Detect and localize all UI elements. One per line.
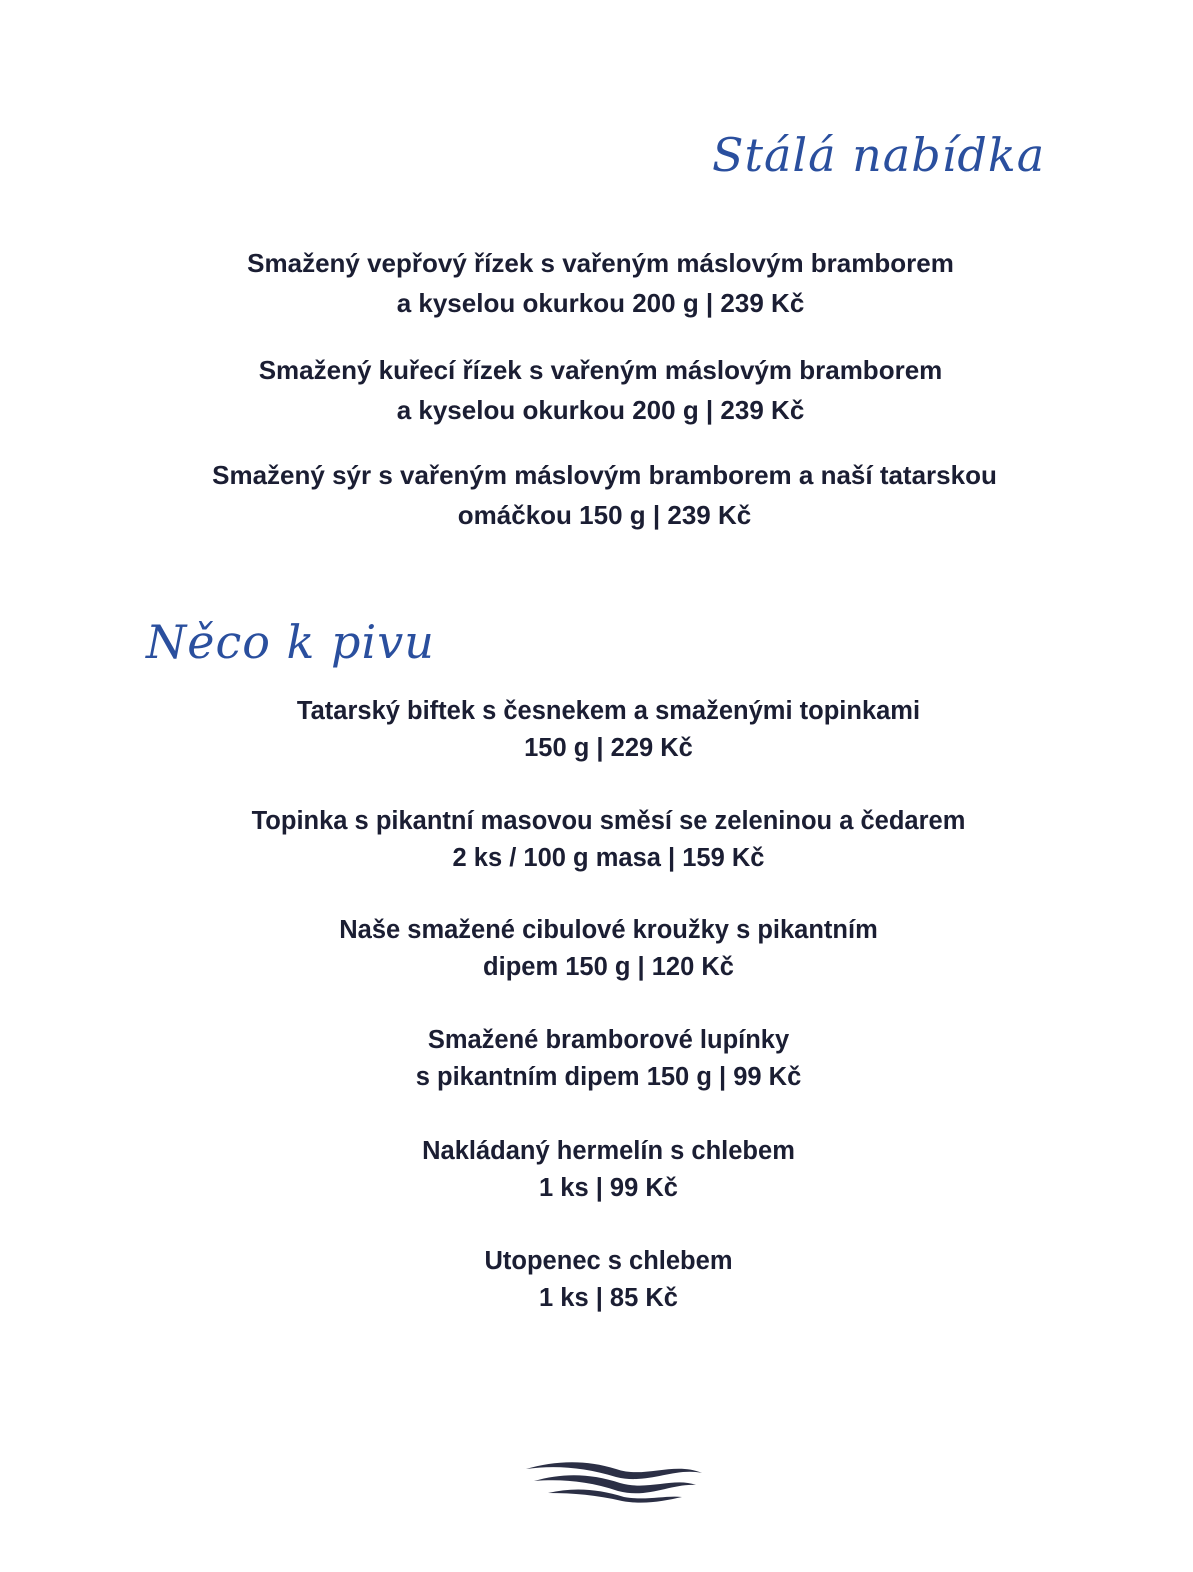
menu-item-detail: omáčkou 150 g | 239 Kč [457,500,752,530]
menu-item-name: Smažený sýr s vařeným máslovým bramborem a naší tatarskou [212,460,997,490]
menu-item-detail: s pikantním dipem 150 g | 99 Kč [415,1063,802,1091]
menu-item-detail: a kyselou okurkou 200 g | 239 Kč [396,288,805,318]
menu-item [12,912,1193,986]
menu-item [12,1243,1193,1317]
menu-item [12,693,1193,767]
menu-item-name: Smažený kuřecí řízek s vařeným máslovým bramborem [258,355,943,385]
menu-item-name: Tatarský biftek s česnekem a smaženými topinkami [296,697,921,725]
section-title-neco-k-pivu: Něco k pivu [146,615,435,669]
section-title-stala-nabidka: Stálá nabídka [712,128,1046,182]
menu-item-detail: 1 ks | 99 Kč [539,1174,678,1202]
menu-item [12,1133,1193,1207]
menu-item-detail: a kyselou okurkou 200 g | 239 Kč [396,395,805,425]
menu-item-name: Naše smažené cibulové kroužky s pikantním [339,916,878,944]
menu-item [12,803,1193,877]
menu-item [8,455,1193,535]
menu-item-name: Smažené bramborové lupínky [427,1026,790,1054]
menu-item [12,1022,1193,1096]
menu-item-name: Topinka s pikantní masovou směsí se zeleninou a čedarem [251,807,966,835]
menu-item [4,243,1193,323]
menu-item-name: Smažený vepřový řízek s vařeným máslovým bramborem [247,248,954,278]
menu-item-detail: 1 ks | 85 Kč [539,1284,678,1312]
menu-item-detail: 2 ks / 100 g masa | 159 Kč [452,844,765,872]
menu-item-name: Nakládaný hermelín s chlebem [422,1137,795,1165]
wave-ornament-icon [524,1455,704,1503]
menu-item-detail: dipem 150 g | 120 Kč [483,953,734,981]
menu-item-detail: 150 g | 229 Kč [524,734,693,762]
menu-item-name: Utopenec s chlebem [484,1247,733,1275]
menu-item [4,350,1193,430]
